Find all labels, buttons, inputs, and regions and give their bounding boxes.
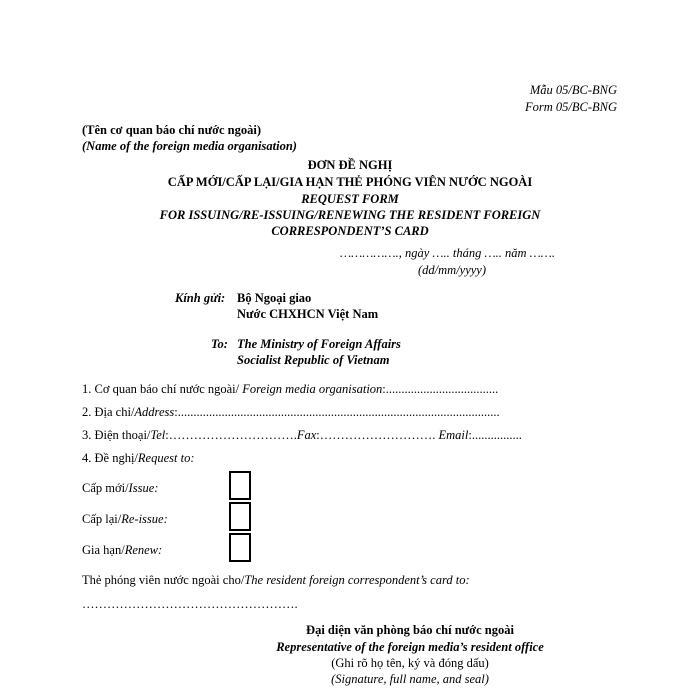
field-3-email: Email (438, 428, 469, 442)
recipient-en-line1: The Ministry of Foreign Affairs (237, 337, 401, 351)
option-reissue-vi: Cấp lại/ (82, 512, 122, 526)
signature-note-vi: (Ghi rõ họ tên, ký và đóng dấu) (331, 656, 489, 670)
field-3-fax: Fax (296, 428, 317, 442)
field-3-label-vi: 3. Điện thoại/ (82, 428, 151, 442)
field-phone (82, 428, 522, 443)
title-en-line2: FOR ISSUING/RE-ISSUING/RENEWING THE RESIDENT FOREIGN (159, 208, 541, 222)
title-vi-line2: CẤP MỚI/CẤP LẠI/GIA HẠN THẺ PHÓNG VIÊN NƯỚC NGOÀI (167, 175, 533, 189)
form-code-vi: Mẫu 05/BC-BNG (529, 83, 617, 97)
option-renew-vi: Gia hạn/ (82, 543, 125, 557)
title-en-line3: CORRESPONDENT’S CARD (271, 224, 429, 238)
option-renew (82, 543, 162, 558)
field-request (82, 451, 195, 466)
field-media-organisation (82, 382, 498, 397)
date-line: ……………., ngày ….. tháng ….. năm ……. (340, 246, 555, 260)
field-3-dots-email: :................ (468, 428, 522, 442)
title-vi-line1: ĐƠN ĐỀ NGHỊ (307, 158, 393, 172)
title-en-line1: REQUEST FORM (301, 192, 399, 206)
recipient-vi-label: Kính gửi: (175, 291, 226, 305)
field-4-label-vi: 4. Đề nghị/ (82, 451, 138, 465)
card-for-vi: Thẻ phóng viên nước ngoài cho/ (82, 573, 245, 587)
field-address (82, 405, 500, 420)
field-1-label-en: Foreign media organisation (242, 382, 383, 396)
card-for-en: The resident foreign correspondent’s card to: (244, 573, 470, 587)
field-3-tel: Tel (150, 428, 166, 442)
recipient-vi-line1: Bộ Ngoại giao (237, 291, 312, 305)
field-2-label-vi: 2. Địa chỉ/ (82, 405, 135, 419)
checkbox-issue[interactable] (229, 471, 251, 500)
date-format: (dd/mm/yyyy) (418, 263, 487, 277)
checkbox-renew[interactable] (229, 533, 251, 562)
checkbox-reissue[interactable] (229, 502, 251, 531)
recipient-en-label: To: (211, 337, 228, 351)
field-1-dots: :.................................... (382, 382, 499, 396)
field-3-dots-fax: :………………………. (316, 428, 439, 442)
option-issue (82, 481, 158, 496)
field-2-label-en: Address (134, 405, 175, 419)
signature-title-vi: Đại diện văn phòng báo chí nước ngoài (306, 623, 514, 637)
signature-title-en: Representative of the foreign media’s resident office (276, 640, 544, 654)
option-reissue (82, 512, 168, 527)
card-for-line (82, 573, 470, 588)
field-2-dots: :....................................................................................................... (174, 405, 500, 419)
org-name-vi: (Tên cơ quan báo chí nước ngoài) (82, 123, 262, 137)
option-issue-en: Issue: (128, 481, 159, 495)
field-4-label-en: Request to: (137, 451, 195, 465)
field-1-label-vi: 1. Cơ quan báo chí nước ngoài/ (82, 382, 243, 396)
field-3-dots-tel: :…………………………. (165, 428, 297, 442)
org-name-en: (Name of the foreign media organisation) (82, 139, 297, 153)
form-code-en: Form 05/BC-BNG (524, 100, 617, 114)
card-for-dots: ……………………………………………. (82, 597, 298, 611)
option-renew-en: Renew: (124, 543, 163, 557)
option-issue-vi: Cấp mới/ (82, 481, 129, 495)
recipient-en-line2: Socialist Republic of Vietnam (237, 353, 390, 367)
option-reissue-en: Re-issue: (121, 512, 168, 526)
signature-note-en: (Signature, full name, and seal) (331, 672, 489, 686)
recipient-vi-line2: Nước CHXHCN Việt Nam (237, 307, 379, 321)
